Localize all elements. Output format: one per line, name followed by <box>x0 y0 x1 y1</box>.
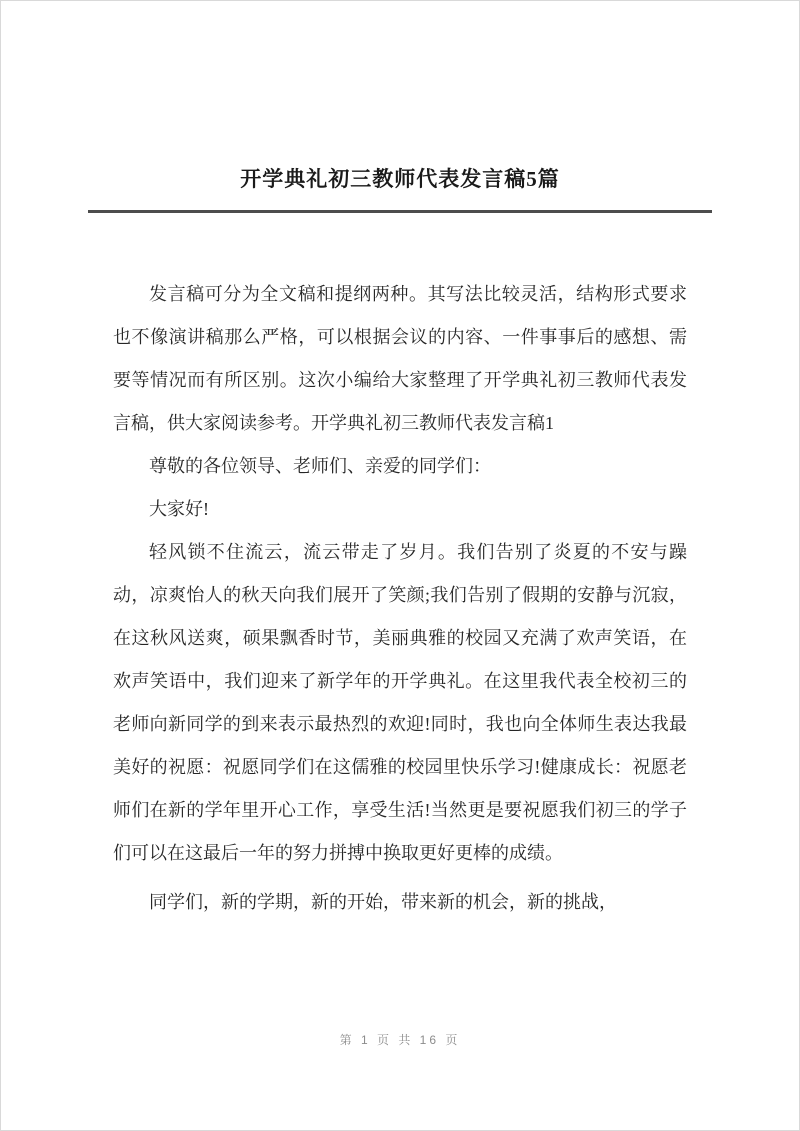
paragraph-greeting: 大家好! <box>149 499 209 519</box>
paragraph-new-term: 同学们，新的学期，新的开始，带来新的机会，新的挑战， <box>149 892 617 912</box>
document-title: 开学典礼初三教师代表发言稿5篇 <box>240 167 560 191</box>
paragraph-salutation: 尊敬的各位领导、老师们、亲爱的同学们： <box>149 456 491 476</box>
paragraph-intro: 发言稿可分为全文稿和提纲两种。其写法比较灵活，结构形式要求也不像演讲稿那么严格，可以根据会议的内容、一件事事后的感想、需要等情况而有所区别。这次小编给大家整理了开学典礼初三教师代表发言稿，供大家阅读参考。开学典礼初三教师代表发言稿1 <box>113 284 687 433</box>
page-footer <box>1 1031 799 1048</box>
paragraph-speech-body: 轻风锁不住流云，流云带走了岁月。我们告别了炎夏的不安与躁动，凉爽怡人的秋天向我们展开了笑颜;我们告别了假期的安静与沉寂，在这秋风送爽，硕果飘香时节，美丽典雅的校园又充满了欢声笑语，在欢声笑语中，我们迎来了新学年的开学典礼。在这里我代表全校初三的老师向新同学的到来表示最热烈的欢迎!同时，我也向全体师生表达我最美好的祝愿：祝愿同学们在这儒雅的校园里快乐学习!健康成长：祝愿老师们在新的学年里开心工作，享受生活!当然更是要祝愿我们初三的学子们可以在这最后一年的努力拼搏中换取更好更棒的成绩。 <box>113 542 687 863</box>
title-divider <box>88 210 712 213</box>
document-body <box>113 273 687 924</box>
page-number-text: 第 1 页 共 16 页 <box>339 1033 461 1047</box>
